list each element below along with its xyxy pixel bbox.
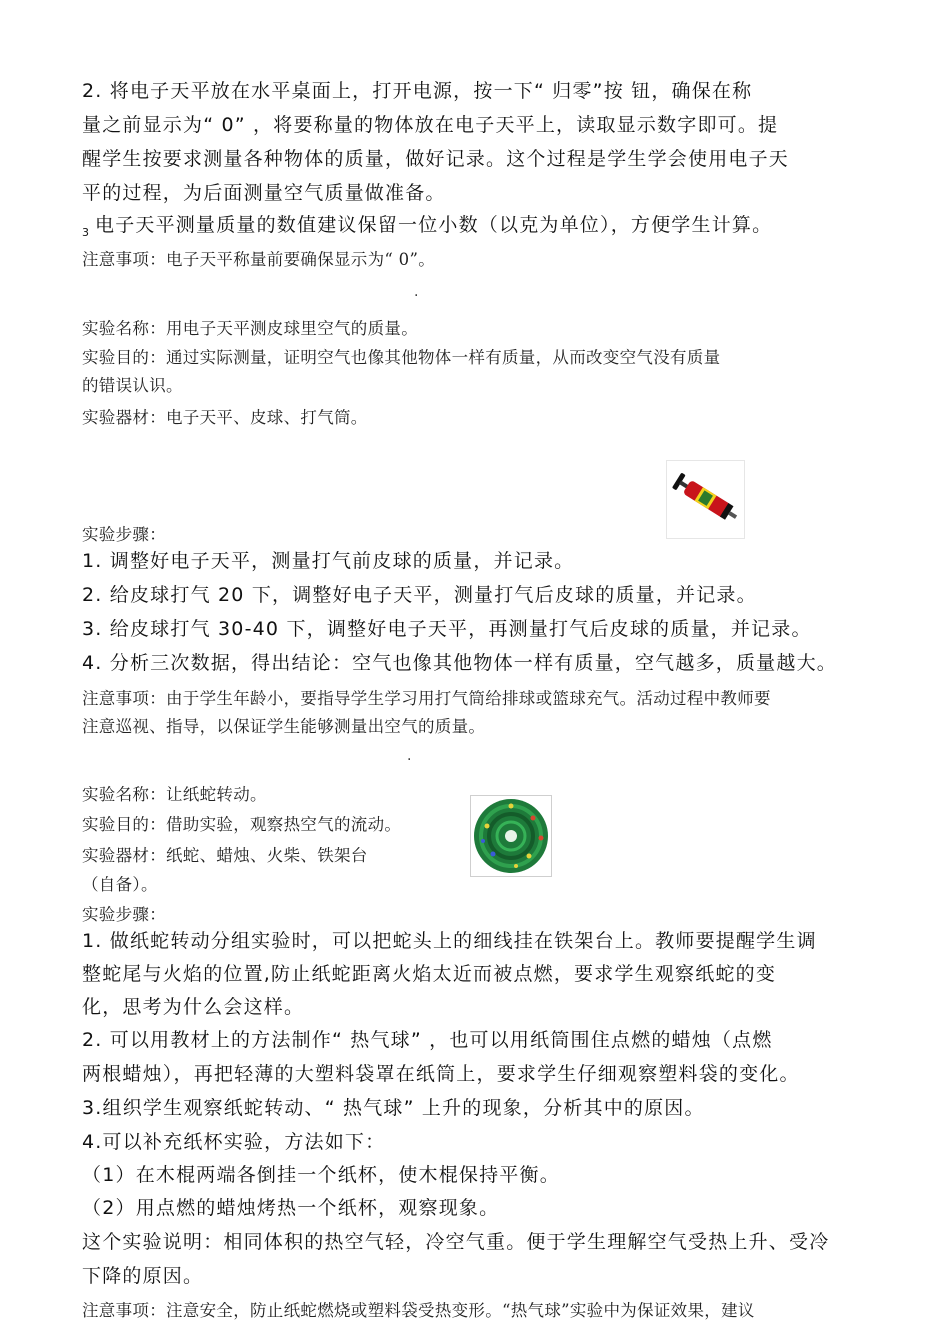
experiment-materials: 实验器材：纸蛇、蜡烛、火柴、铁架台	[82, 846, 368, 865]
step-item: （2）用点燃的蜡烛烤热一个纸杯，观察现象。	[82, 1197, 500, 1219]
step-item: （1）在木棍两端各倒挂一个纸杯，使木棍保持平衡。	[82, 1164, 560, 1186]
steps-title: 实验步骤：	[82, 525, 166, 544]
experiment-materials: 实验器材：电子天平、皮球、打气筒。	[82, 408, 368, 427]
air-pump-icon	[667, 461, 744, 538]
experiment-name: 实验名称：让纸蛇转动。	[82, 785, 267, 804]
list-marker: 3	[82, 226, 89, 239]
step-item: 1. 调整好电子天平，测量打气前皮球的质量，并记录。	[82, 550, 575, 572]
separator-dot: ·	[414, 288, 419, 304]
step-item: 3. 给皮球打气 30-40 下，调整好电子天平，再测量打气后皮球的质量，并记录。	[82, 618, 812, 640]
step-item: 1. 做纸蛇转动分组实验时，可以把蛇头上的细线挂在铁架台上。教师要提醒学生调	[82, 930, 817, 952]
experiment-purpose: 的错误认识。	[82, 376, 183, 395]
air-pump-image	[666, 460, 745, 539]
paper-snake-icon	[471, 796, 551, 876]
step-item: 2. 给皮球打气 20 下，调整好电子天平，测量打气后皮球的质量，并记录。	[82, 584, 757, 606]
step-item: 整蛇尾与火焰的位置,防止纸蛇距离火焰太近而被点燃，要求学生观察纸蛇的变	[82, 963, 777, 985]
experiment-purpose: 实验目的：借助实验，观察热空气的流动。	[82, 815, 402, 834]
paragraph-line: 平的过程，为后面测量空气质量做准备。	[82, 182, 446, 204]
paragraph-line: 2. 将电子天平放在水平桌面上，打开电源，按一下“ 归零”按 钮，确保在称	[82, 80, 753, 102]
experiment-materials: （自备）。	[82, 875, 158, 894]
caution-note: 注意巡视、指导，以保证学生能够测量出空气的质量。	[82, 717, 486, 736]
step-item: 4.可以补充纸杯实验，方法如下：	[82, 1131, 386, 1153]
paragraph-line: 醒学生按要求测量各种物体的质量，做好记录。这个过程是学生学会使用电子天	[82, 148, 790, 170]
paragraph-line: 这个实验说明：相同体积的热空气轻，冷空气重。便于学生理解空气受热上升、受冷	[82, 1231, 830, 1253]
step-item: 3.组织学生观察纸蛇转动、“ 热气球” 上升的现象，分析其中的原因。	[82, 1097, 705, 1119]
step-item: 两根蜡烛），再把轻薄的大塑料袋罩在纸筒上，要求学生仔细观察塑料袋的变化。	[82, 1063, 800, 1085]
paragraph-line: 电子天平测量质量的数值建议保留一位小数（以克为单位），方便学生计算。	[95, 214, 773, 236]
paragraph-line: 下降的原因。	[82, 1265, 204, 1287]
step-item: 化，思考为什么会这样。	[82, 996, 305, 1018]
separator-dot: ·	[407, 752, 412, 768]
step-item: 2. 可以用教材上的方法制作“ 热气球” ，也可以用纸筒围住点燃的蜡烛（点燃	[82, 1029, 773, 1051]
caution-note: 注意事项：注意安全，防止纸蛇燃烧或塑料袋受热变形。“热气球”实验中为保证效果，建议	[82, 1301, 755, 1320]
paper-snake-image	[470, 795, 552, 877]
paragraph-line: 量之前显示为“ 0” ，将要称量的物体放在电子天平上，读取显示数字即可。提	[82, 114, 779, 136]
steps-title: 实验步骤：	[82, 905, 166, 924]
experiment-name: 实验名称：用电子天平测皮球里空气的质量。	[82, 319, 418, 338]
step-item: 4. 分析三次数据，得出结论：空气也像其他物体一样有质量，空气越多，质量越大。	[82, 652, 837, 674]
caution-note: 注意事项：由于学生年龄小，要指导学生学习用打气筒给排球或篮球充气。活动过程中教师要	[82, 689, 771, 708]
experiment-purpose: 实验目的：通过实际测量，证明空气也像其他物体一样有质量，从而改变空气没有质量	[82, 348, 721, 367]
caution-note: 注意事项：电子天平称量前要确保显示为“ 0”。	[82, 250, 436, 269]
